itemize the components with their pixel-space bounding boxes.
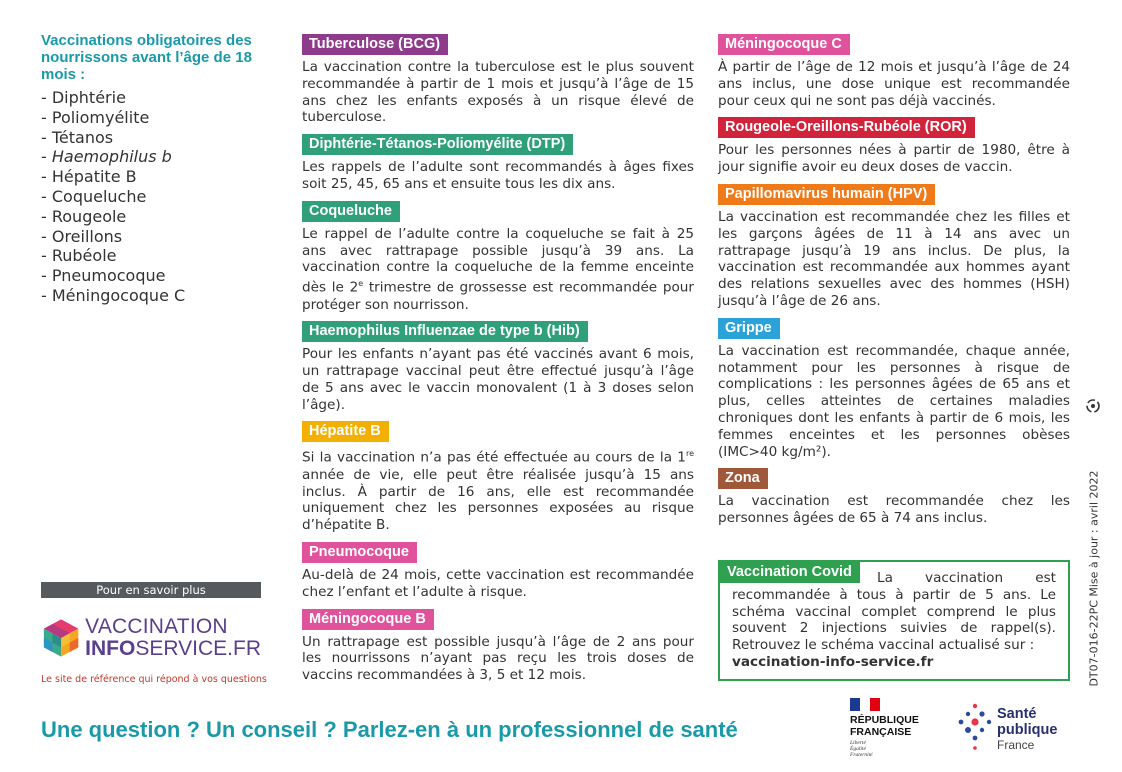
mandatory-item: - Poliomyélite <box>41 107 150 127</box>
vaccine-section <box>302 320 694 413</box>
republique-francaise-logo <box>850 698 930 758</box>
covid-box <box>718 560 1070 681</box>
cube-logo-icon <box>41 610 81 666</box>
vaccine-text: Si la vaccination n’a pas été effectuée au cours de la 1re année de vie, elle peut être réalisée jusqu’à 15 ans inclus. À partir de 16 ans, elle est recommandée uniquement chez les personnes exposées au risque d’hépatite B. <box>302 449 694 534</box>
vaccine-text: La vaccination est recommandée chez les filles et les garçons âgées de 11 à 14 ans avec un rattrapage jusqu’à 19 ans inclus. De plus, la vaccination est recommandée aux hommes ayant des relations sexuelles avec des hommes (HSH) jusqu’à l’âge de 26 ans. <box>718 208 1070 309</box>
vaccine-text: Le rappel de l’adulte contre la coqueluche se fait à 25 ans avec rattrapage possible jusqu’à 39 ans. La vaccination contre la coqueluche de la femme enceinte dès le 2e trimestre de grossesse est recommandée pour protéger son nourrisson. <box>302 225 694 313</box>
vaccine-section <box>718 317 1070 461</box>
info-service-box <box>41 582 267 685</box>
vaccine-title-badge: Rougeole-Oreillons-Rubéole (ROR) <box>718 117 975 138</box>
logo-bold: INFO <box>85 637 136 660</box>
vaccine-text: La vaccination contre la tuberculose est le plus souvent recommandée à partir de 1 mois et jusqu’à l’âge de 15 ans chez les enfants exposés à un risque élevé de tuberculose. <box>302 59 694 126</box>
vaccine-title-badge: Méningocoque B <box>302 609 434 630</box>
vaccines-column-1 <box>302 33 694 691</box>
rf-motto-fraternite: Fraternité <box>850 752 873 758</box>
vaccine-section <box>718 116 1070 176</box>
vaccine-title-badge: Hépatite B <box>302 421 389 442</box>
sp-line1: Santé <box>997 706 1037 722</box>
vaccine-title-badge: Papillomavirus humain (HPV) <box>718 184 935 205</box>
sp-line3: France <box>997 738 1035 752</box>
vaccine-section <box>302 33 694 126</box>
vaccine-text: Au-delà de 24 mois, cette vaccination est recommandée chez l’enfant et l’adulte à risque. <box>302 567 694 600</box>
vaccine-text: La vaccination est recommandée, chaque année, notamment pour les personnes à risque de complications : les personnes âgées de 65 ans et plus, celles atteintes de certaines maladies chroniques dont les enfants à partir de 6 mois, les femmes enceintes et les personnes obèses (IMC>40 kg/m²). <box>718 342 1070 460</box>
mandatory-item: - Oreillons <box>41 226 123 246</box>
vaccine-text: Un rattrapage est possible jusqu’à l’âge de 2 ans pour les nourrissons n’ayant pas reçu les trois doses de vaccins recommandées à 3, 5 et 12 mois. <box>302 633 694 684</box>
vaccine-title-badge: Tuberculose (BCG) <box>302 34 448 55</box>
mandatory-list <box>41 88 266 306</box>
flag-icon <box>850 698 880 711</box>
mandatory-item: - Méningocoque C <box>41 285 186 305</box>
vaccine-text: Pour les personnes nées à partir de 1980, être à jour signifie avoir eu deux doses de vaccin. <box>718 142 1070 176</box>
rf-motto-egalite: Égalité <box>850 746 866 752</box>
logo-line2 <box>85 638 261 660</box>
rf-line1: RÉPUBLIQUE <box>850 714 919 726</box>
vaccine-title-badge: Haemophilus Influenzae de type b (Hib) <box>302 321 588 342</box>
footer-question: Une question ? Un conseil ? Parlez-en à un professionnel de santé <box>41 717 738 742</box>
mandatory-item: - Haemophilus b <box>41 147 172 167</box>
covid-link[interactable]: vaccination-info-service.fr <box>732 653 934 670</box>
vaccine-text: À partir de l’âge de 12 mois et jusqu’à l’âge de 24 ans inclus, une dose unique est recommandée pour ceux qui ne sont pas déjà vaccinés. <box>718 59 1070 109</box>
vaccines-column-2 <box>718 33 1070 534</box>
vaccine-section <box>302 541 694 601</box>
recycle-icon <box>1084 397 1102 415</box>
mandatory-item: - Rubéole <box>41 246 117 266</box>
dots-logo-icon <box>955 702 995 760</box>
vaccine-section <box>302 200 694 314</box>
vaccine-section <box>302 608 694 684</box>
learn-more-bar: Pour en savoir plus <box>41 582 261 598</box>
logo-line1: VACCINATION <box>85 615 228 638</box>
sante-publique-france-logo <box>955 702 1075 762</box>
vaccine-title-badge: Pneumocoque <box>302 542 417 563</box>
vaccine-title-badge: Coqueluche <box>302 201 400 222</box>
vaccine-section <box>302 133 694 193</box>
mandatory-item: - Coqueluche <box>41 186 147 206</box>
mandatory-item: - Rougeole <box>41 206 127 226</box>
rf-line2: FRANÇAISE <box>850 726 912 738</box>
vaccine-text: Les rappels de l’adulte sont recommandés à âges fixes soit 25, 45, 65 ans et ensuite tous les dix ans. <box>302 159 694 192</box>
logo-tagline: Le site de référence qui répond à vos questions <box>41 674 267 685</box>
mandatory-vaccinations-panel <box>41 32 266 306</box>
vaccine-title-badge: Méningocoque C <box>718 34 850 55</box>
vaccine-title-badge: Zona <box>718 468 768 489</box>
covid-badge: Vaccination Covid <box>720 562 860 583</box>
side-info <box>1082 397 1106 687</box>
vaccine-title-badge: Grippe <box>718 318 780 339</box>
sp-line2: publique <box>997 722 1058 738</box>
mandatory-item: - Pneumocoque <box>41 266 166 286</box>
mandatory-item: - Tétanos <box>41 127 114 147</box>
covid-body: La vaccination est recommandée à tous à partir de 5 ans. Le schéma vaccinal complet comprend le plus souvent 2 injections suivies de rappel(s). Retrouvez le schéma vaccinal actualisé sur : <box>732 570 1056 654</box>
vaccine-section <box>718 33 1070 109</box>
doc-reference-date: DT07-016-22PC Mise à jour : avril 2022 <box>1087 470 1101 687</box>
mandatory-item: - Hépatite B <box>41 167 137 187</box>
vaccine-title-badge: Diphtérie-Tétanos-Poliomyélite (DTP) <box>302 134 573 155</box>
vaccine-text: Pour les enfants n’ayant pas été vaccinés avant 6 mois, un rattrapage vaccinal peut être effectué jusqu’à l’âge de 5 ans avec le vaccin monovalent (1 à 3 doses selon l’âge). <box>302 346 694 413</box>
logo-rest: SERVICE.FR <box>135 637 261 660</box>
mandatory-title: Vaccinations obligatoires des nourrissons avant l’âge de 18 mois : <box>41 32 252 83</box>
vaccine-section <box>302 420 694 534</box>
vaccine-section <box>718 183 1070 310</box>
vaccine-text: La vaccination est recommandée chez les personnes âgées de 65 à 74 ans inclus. <box>718 493 1070 527</box>
mandatory-item: - Diphtérie <box>41 88 126 107</box>
rf-motto-liberte: Liberté <box>850 740 866 746</box>
vaccination-info-service-logo[interactable] <box>41 610 261 666</box>
vaccine-section <box>718 467 1070 527</box>
